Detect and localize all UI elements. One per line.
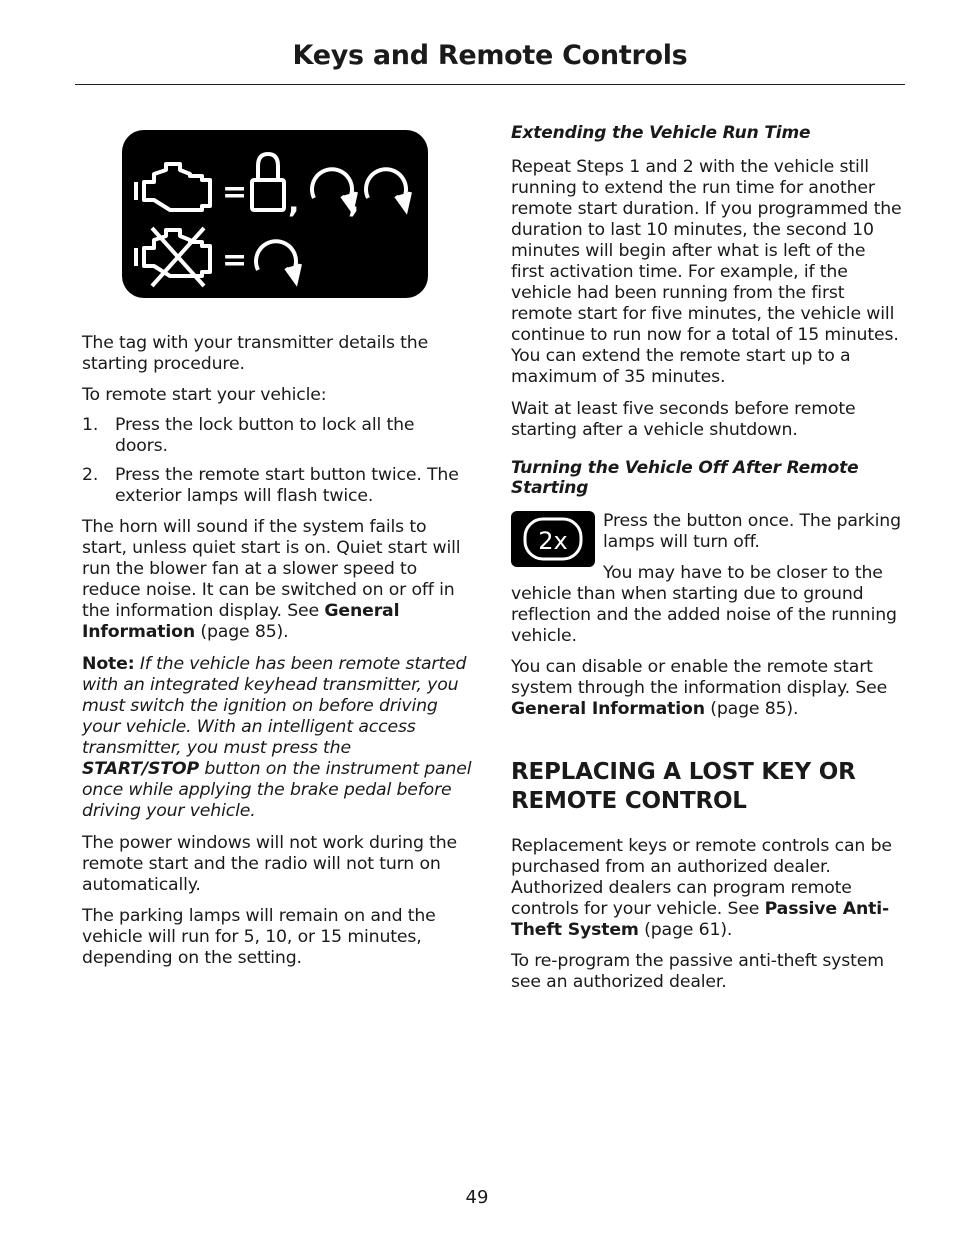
paragraph: The tag with your transmitter details the starting procedure. — [82, 333, 429, 374]
text-run: (page 85). — [195, 622, 289, 642]
cross-reference-link[interactable]: General Information — [511, 699, 705, 719]
paragraph — [82, 517, 472, 643]
list-text: Press the remote start button twice. The exterior lamps will flash twice. — [115, 465, 459, 506]
section-title: REPLACING A LOST KEY OR REMOTE CONTROL — [511, 759, 856, 814]
page-number: 49 — [465, 1187, 489, 1208]
paragraph — [511, 836, 903, 941]
list-number: 2. — [82, 465, 99, 485]
note — [82, 654, 472, 822]
page-title: Keys and Remote Controls — [292, 40, 688, 71]
remote-start-illustration — [122, 130, 428, 298]
note-bold-text: START/STOP — [82, 759, 199, 779]
cross-reference-link[interactable]: Passive Anti-Theft System — [511, 899, 890, 940]
subheading: Turning the Vehicle Off After Remote Starting — [511, 458, 859, 498]
text-run: (page 85). — [704, 699, 799, 719]
paragraph — [511, 657, 903, 720]
page-header — [75, 38, 905, 85]
list-text: Press the lock button to lock all the doors. — [115, 415, 415, 456]
equals-sign: = — [222, 243, 248, 278]
paragraph: You may have to be closer to the vehicle than when starting due to ground reflection and the added noise of the running vehicle. — [511, 563, 897, 646]
paragraph: Press the button once. The parking lamps will turn off. — [603, 511, 901, 552]
note-text: button on the instrument panel once while applying the brake pedal before driving your vehicle. — [82, 759, 472, 821]
paragraph: The parking lamps will remain on and the vehicle will run for 5, 10, or 15 minutes, depending on the setting. — [82, 906, 436, 968]
paragraph: Repeat Steps 1 and 2 with the vehicle still running to extend the run time for another remote start duration. If you programmed the duration to last 10 minutes, the second 10 minutes will begin after what is left of the first activation time. For example, if the vehicle had been running from the first remote start for five minutes, the vehicle will continue to run now for a total of 15 minutes. You can extend the remote start up to a maximum of 35 minutes. — [511, 157, 902, 387]
text-run: The horn will sound if the system fails to start, unless quiet start is on. Quiet start will run the blower fan at a slower speed to reduce noise. It can be switched on or off in the information display. See — [82, 517, 461, 621]
paragraph: To remote start your vehicle: — [82, 385, 327, 405]
comma-separator: , — [348, 185, 360, 220]
equals-sign: = — [222, 175, 248, 210]
note-label: Note: — [82, 654, 135, 674]
text-run: You can disable or enable the remote start system through the information display. See — [511, 657, 888, 698]
text-run: Replacement keys or remote controls can be purchased from an authorized dealer. Authorized dealers can program remote controls for your vehicle. See — [511, 836, 892, 919]
paragraph: Wait at least five seconds before remote starting after a vehicle shutdown. — [511, 399, 856, 440]
list-number: 1. — [82, 415, 99, 435]
text-run: (page 61). — [638, 920, 733, 940]
paragraph: The power windows will not work during the remote start and the radio will not turn on automatically. — [82, 833, 458, 895]
subheading: Extending the Vehicle Run Time — [511, 123, 811, 143]
comma-separator: , — [288, 185, 300, 220]
cross-reference-link[interactable]: General Information — [82, 601, 400, 642]
note-text: If the vehicle has been remote started with an integrated keyhead transmitter, you must switch the ignition on before driving your vehicle. With an intelligent access transmitter, you must press the — [82, 654, 467, 758]
paragraph: To re-program the passive anti-theft system see an authorized dealer. — [511, 951, 884, 992]
button-label: 2x — [538, 527, 568, 555]
press-twice-button-icon — [511, 511, 595, 567]
